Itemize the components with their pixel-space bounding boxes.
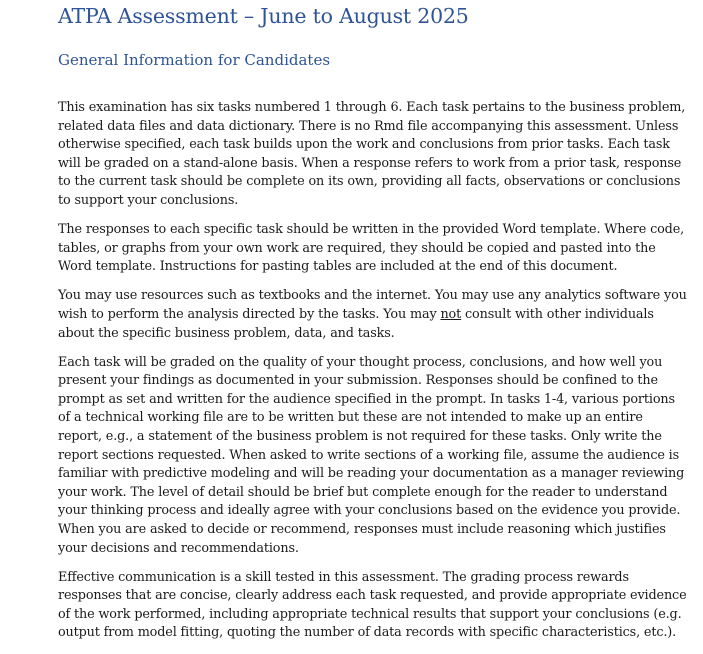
document-title: ATPA Assessment – June to August 2025 (58, 4, 469, 28)
resources-text-underlined: not (440, 306, 462, 322)
resources-text-after: consult with other individuals about the specific business problem, data, and tasks. (58, 306, 654, 341)
document-page (58, 0, 688, 654)
paragraph-communication: Effective communication is a skill tested in this assessment. The grading process rewards responses that are concise, clearly address each task requested, and provide appropriate evidence of the work performed, including appropriate technical results that support your conclusions (e.g. output from model fitting, quoting the number of data records with specific characteristics, etc.). (58, 569, 687, 641)
resources-text-before: You may use resources such as textbooks and the internet. You may use any analytics software you wish to perform the analysis directed by the tasks. You may (58, 288, 687, 322)
paragraph-resources (58, 287, 688, 343)
paragraph-exam-overview: This examination has six tasks numbered 1 through 6. Each task pertains to the business problem, related data files and data dictionary. There is no Rmd file accompanying this assessment. Unless otherwise specified, each task builds upon the work and conclusions from prior tasks. Each task will be graded on a stand-alone basis. When a response refers to work from a prior task, response to the current task should be complete on its own, providing all facts, observations or conclusions to support your conclusions. (58, 100, 686, 208)
paragraph-grading: Each task will be graded on the quality of your thought process, conclusions, and how well you present your findings as documented in your submission. Responses should be confined to the prompt as set and written for the audience specified in the prompt. In tasks 1-4, various portions of a technical working file are to be written but these are not intended to make up an entire report, e.g., a statement of the business problem is not required for these tasks. Only write the report sections requested. When asked to write sections of a working file, assume the audience is familiar with predictive modeling and will be reading your documentation as a manager reviewing your work. The level of detail should be brief but complete enough for the reader to understand your thinking process and ideally agree with your conclusions based on the evidence you provide. When you are asked to decide or recommend, responses must include reasoning which justifies your decisions and recommendations. (58, 354, 685, 556)
document-subtitle: General Information for Candidates (58, 51, 331, 69)
document-body (58, 99, 688, 643)
paragraph-word-template: The responses to each specific task should be written in the provided Word template. Where code, tables, or graphs from your own work are required, they should be copied and pasted into the Word template. Instructions for pasting tables are included at the end of this document. (58, 222, 685, 275)
